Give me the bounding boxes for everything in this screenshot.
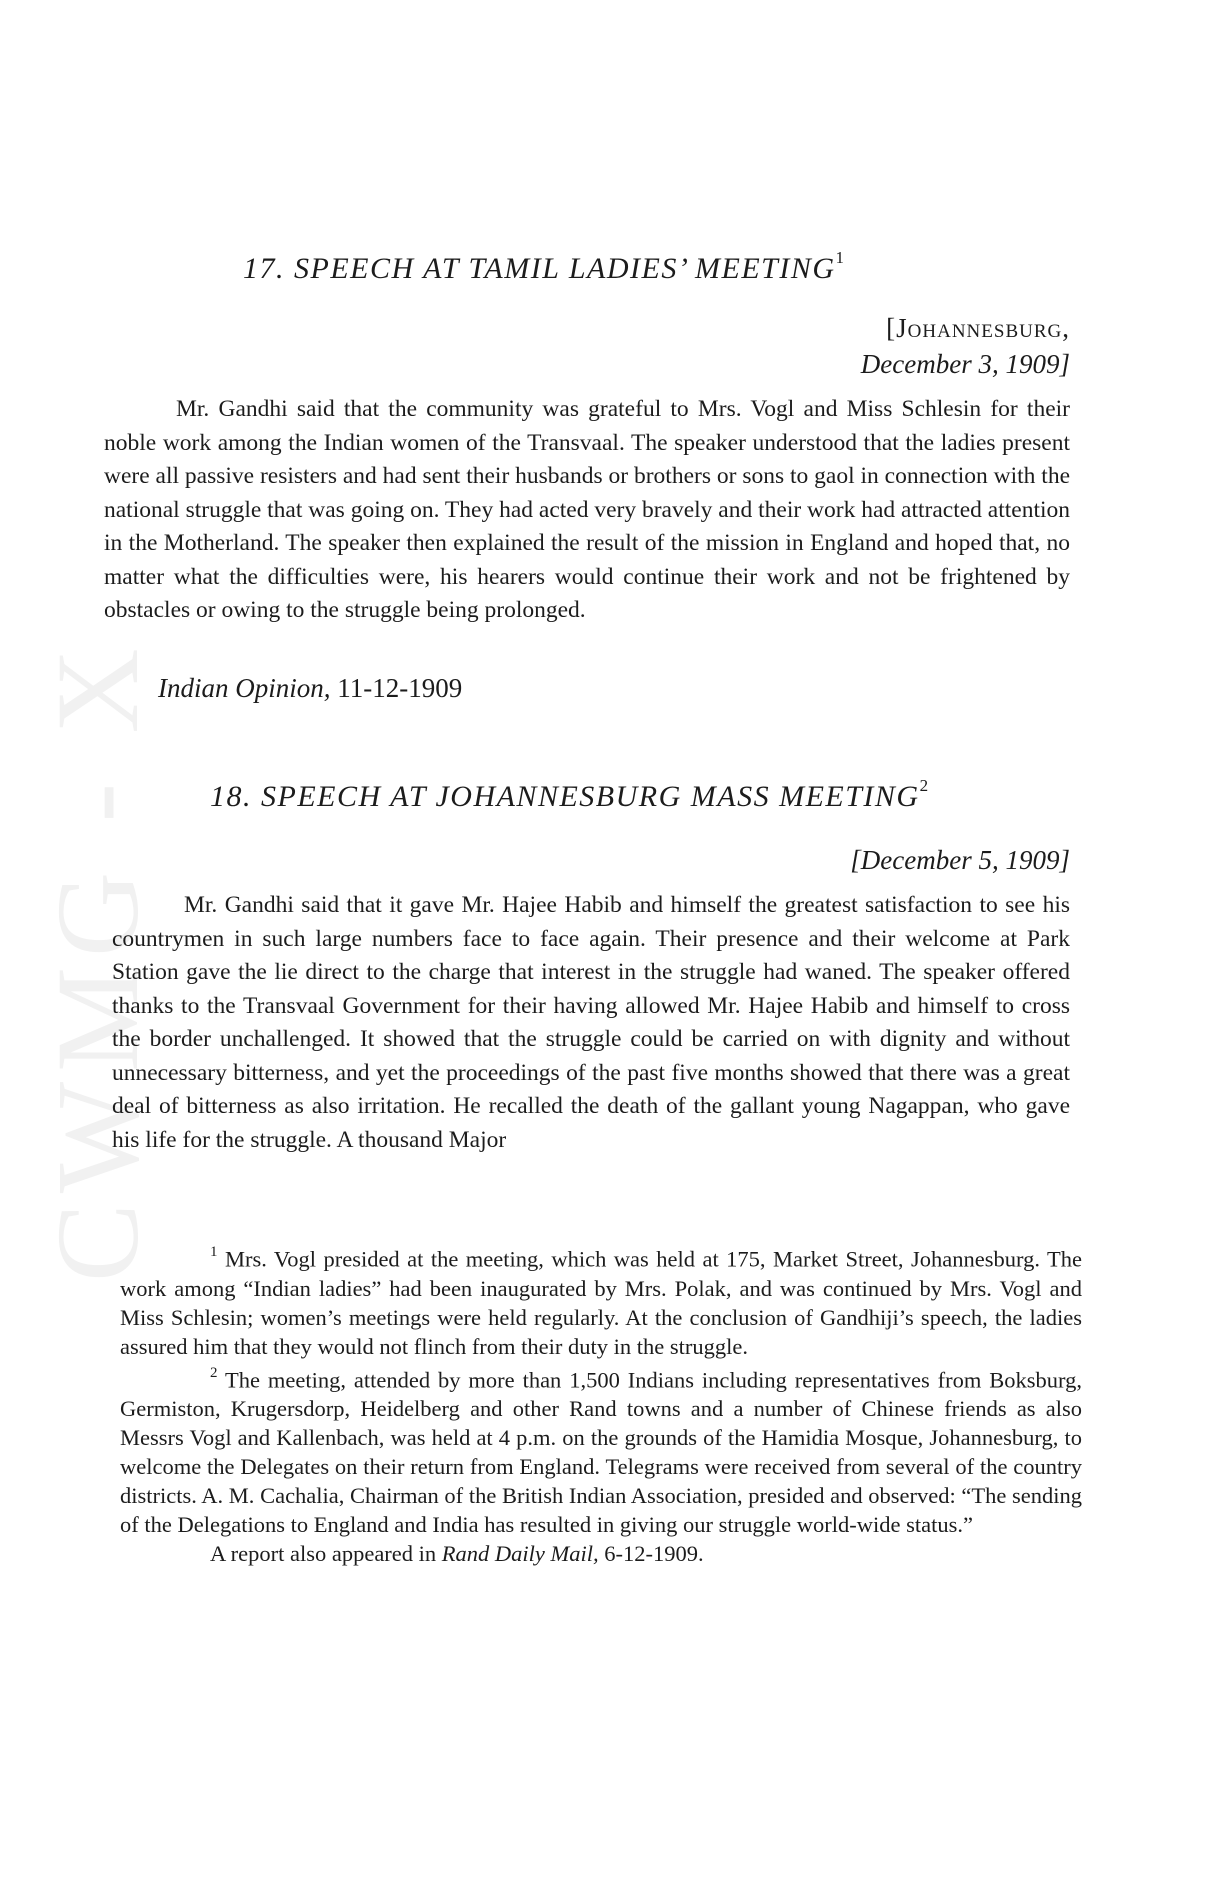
source-publication: Indian Opinion, — [158, 673, 331, 703]
section-18-date: [December 5, 1909] — [850, 845, 1070, 875]
section-17-paragraph: Mr. Gandhi said that the community was grateful to Mrs. Vogl and Miss Schlesin for their noble work among the Indian women of the Transvaal. The speaker understood that the ladies present were all passive resisters and had sent their husbands or brothers or sons to gaol in connection with the national struggle that was going on. They had acted very bravely and their work had attracted attention in the Motherland. The speaker then explained the result of the mission in England and hoped that, no matter what the difficulties were, his hearers would continue their work and not be frightened by obstacles or owing to the struggle being prolonged. — [104, 396, 1071, 623]
source-date: 11-12-1909 — [330, 673, 463, 703]
footnotes — [120, 1240, 1082, 1568]
footnote-1: $^1$ Mrs. Vogl presided at the meeting, which was held at 175, Market Street, Johannesburg. The work among “Indian ladies” had been inaugurated by Mrs. Polak, and was continued by Mrs. Vogl and Miss Schlesin; women’s meetings were held regularly. At the conclusion of Gandhiji’s speech, the ladies assured him that they would not flinch from their duty in the struggle. — [120, 1244, 1082, 1359]
section-18-heading — [210, 776, 930, 814]
section-17-place: [Johannesburg, — [886, 313, 1070, 343]
section-18-title: 18. SPEECH AT JOHANNESBURG MASS MEETING — [210, 780, 920, 813]
section-17-source — [158, 673, 462, 704]
footnote-2: $^2$ The meeting, attended by more than 1,500 Indians including representatives from Boksburg, Germiston, Krugersdorp, Heidelberg and other Rand towns and a number of Chinese friends as also Messrs Vogl and Kallenbach, was held at 4 p.m. on the grounds of the Hamidia Mosque, Johannesburg, to welcome the Delegates on their return from England. Telegrams were received from several of the country districts. A. M. Cachalia, Chairman of the British Indian Association, presided and observed: “The sending of the Delegations to England and India has resulted in giving our struggle world-wide status.” — [120, 1364, 1082, 1537]
watermark: CWMG - X — [32, 638, 163, 1282]
section-17-body — [104, 393, 1070, 628]
report-note: A report also appeared in Rand Daily Mail, 6-12-1909. — [210, 1541, 704, 1566]
section-17-date: December 3, 1909] — [860, 349, 1070, 379]
section-17-title: 17. SPEECH AT TAMIL LADIES’ MEETING — [243, 252, 836, 285]
footnote-ref-2: 2 — [919, 776, 930, 795]
section-18-body — [112, 889, 1070, 1157]
footnote-ref-1: 1 — [835, 248, 846, 267]
section-18-paragraph: Mr. Gandhi said that it gave Mr. Hajee Habib and himself the greatest satisfaction to see his countrymen in such large numbers face to face again. Their presence and their welcome at Park Station gave the lie direct to the charge that interest in the struggle had waned. The speaker offered thanks to the Transvaal Government for their having allowed Mr. Hajee Habib and himself to cross the border unchallenged. It showed that the struggle could be carried on with dignity and without unnecessary bitterness, and yet the proceedings of the past five months showed that there was a great deal of bitterness as also irritation. He recalled the death of the gallant young Nagappan, who gave his life for the struggle. A thousand Major — [112, 892, 1070, 1153]
section-17-heading — [243, 248, 846, 286]
